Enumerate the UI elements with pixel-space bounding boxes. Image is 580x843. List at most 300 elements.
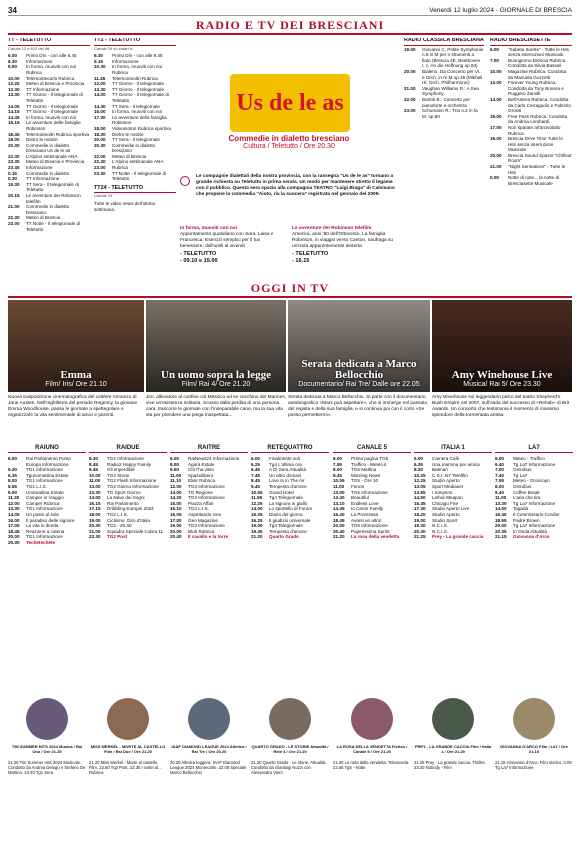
schedule-time: 10.55 xyxy=(251,489,263,495)
channel-heading: CANALE 5 xyxy=(333,445,411,453)
schedule-program: Forever Young Rubrica. Condotta da Tony Bonera e Ruggero Zanolli xyxy=(508,80,564,97)
schedule-time: 18.00 xyxy=(490,136,502,142)
schedule-program: TT Sera - Il telegiornale xyxy=(112,137,160,143)
schedule-program: TT Sera - Il telegiornale xyxy=(112,103,160,109)
page-number: 34 xyxy=(8,6,17,15)
schedule-time: 11.00 xyxy=(89,478,101,484)
schedule-time: 23.00 xyxy=(8,221,20,226)
schedule-program: Forum xyxy=(351,483,365,489)
schedule-time: 9.45 xyxy=(251,483,260,489)
schedule-program: Studio Aperto xyxy=(432,511,460,517)
photo-description: Serata dedicata a Marco Bellocchio. Si parte con il documentario autobiografico «Marx può aspettare», che si immerge nel passato del regista e della sua famiglia, e si continua poi con il corto «Se posso permettermi». xyxy=(288,395,428,418)
schedule-program: TT Informazione xyxy=(26,176,60,182)
banner-subcaption: Cultura / Teletutto / Ore 20.30 xyxy=(243,143,335,150)
program-thumbnail xyxy=(26,698,68,740)
schedule-program: Paperissima Sprint xyxy=(351,528,390,534)
schedule-program: TG1 Informazione xyxy=(26,467,63,473)
schedule-program: Batman xyxy=(432,467,448,473)
schedule-program: TG1 L.I.S. xyxy=(26,483,47,489)
schedule-program: Il giudizio universale xyxy=(269,517,311,523)
schedule-program: Informazione xyxy=(26,165,53,171)
schedule-time: 16.00 xyxy=(94,109,106,115)
schedule-time: 7.00 xyxy=(490,57,499,63)
schedule-time: 11.45 xyxy=(94,75,106,81)
schedule-program: Agorà Estate xyxy=(188,461,215,467)
schedule-time: 8.55 xyxy=(8,483,17,489)
schedule-time: 20.35 xyxy=(495,528,507,534)
schedule-time: 6.35 xyxy=(8,472,17,478)
schedule-program: Avanti un altro! xyxy=(351,517,382,523)
schedule-program: La vita in diretta xyxy=(26,523,59,529)
schedule-time: 13.40 xyxy=(333,495,345,501)
section-rule xyxy=(8,33,572,35)
schedule-program: Tempesta d'amore xyxy=(269,483,307,489)
schedule-program: TT Giorno - Il telegiornale xyxy=(112,86,165,92)
schedule-row xyxy=(404,97,484,108)
schedule-time: 23.00 xyxy=(94,165,106,171)
schedule-time: 6.30 xyxy=(8,467,17,473)
schedule-program: Unomattina Estate xyxy=(26,489,64,495)
schedule-program: Prey - La grande caccia xyxy=(432,534,484,540)
photo-description: Amy Winehouse sul leggendario palco del teatro Shepherd's Bush Empire nel 2007, sull'onda del successo di «Rehab» di Brit Awards. Un concerto che testimonia il momento di massimo splendore della tormentata artista. xyxy=(432,395,570,418)
schedule-program: Videomotori Rubrica sportiva xyxy=(112,125,171,131)
schedule-time: 15.10 xyxy=(170,506,182,512)
schedule-program: Gli imperdibili xyxy=(107,467,135,473)
schedule-time: 9.45 xyxy=(89,467,98,473)
program-evening-text: 21.20 Miss Merkel - Morte al castello. Film. 22.50 Tg2 Post. 23.30 I vostri di... Rubrica xyxy=(89,760,162,776)
schedule-program: Buongiorno Brescia Rubrica. Condotta da Silvia Bassoli xyxy=(508,57,567,69)
schedule-program: Squadra Speciale Cobra 11 xyxy=(107,528,164,534)
photo-title: Un uomo sopra la legge xyxy=(161,369,271,381)
schedule-time: 16.05 xyxy=(170,511,182,517)
program-caption: QUARTO GRADO - LE STORIE Attualità / Rete 4 / Ore 21.20 xyxy=(251,744,329,754)
schedule-program: Grand Hotel xyxy=(269,489,294,495)
schedule-program: Il paradiso delle signore xyxy=(26,517,75,523)
schedule-time: 11.00 xyxy=(333,483,345,489)
schedule-program: TT Sera - Il telegiornale di Teletutto xyxy=(26,181,79,193)
schedule-time: 18.45 xyxy=(8,528,20,534)
schedule-program: TG5 - Ore 10 xyxy=(351,478,379,484)
schedule-time: 21.00 xyxy=(8,204,20,210)
schedule-time: 20.00 xyxy=(495,523,507,529)
schedule-row xyxy=(490,125,572,136)
schedule-program: Lo sportello di Forum xyxy=(269,506,313,512)
schedule-program: Ciclismo. Giro d'Italia xyxy=(107,517,150,523)
schedule-time: 16.40 xyxy=(495,511,507,517)
schedule-time: 18.45 xyxy=(333,517,345,523)
schedule-time: 10.00 xyxy=(89,472,101,478)
mini-feature-2 xyxy=(292,226,397,264)
photo-title: Serata dedicata a Marco Bellocchio xyxy=(301,358,417,381)
schedule-time: 12.00 xyxy=(94,81,106,87)
schedule-program: Informazione xyxy=(112,58,139,64)
schedule-program: Tempesta d'amore xyxy=(269,528,307,534)
schedule-time: 6.35 xyxy=(414,461,423,467)
schedule-program: Finalmente soli xyxy=(269,456,300,461)
schedule-program: Omnibus xyxy=(513,467,532,473)
section-rule xyxy=(8,296,572,298)
schedule-time: 8.30 xyxy=(89,456,98,461)
schedule-program: Tg4 L'ultima ora xyxy=(269,461,302,467)
schedule-program: Notte di note... la notte di Bresciasette Musicale xyxy=(508,175,560,186)
photo-uomo-sopra-legge xyxy=(146,300,286,392)
program-caption: LA ROSA DELLA VENDETTA Fiction / Canale 5 / Ore 21.20 xyxy=(336,744,408,754)
schedule-program: RaiNews24 Informazione xyxy=(188,456,240,461)
schedule-time: 16.00 xyxy=(8,517,20,523)
schedule-program: TG1 Informazione xyxy=(26,506,63,512)
schedule-program: TG1 Informazione xyxy=(26,534,63,540)
schedule-time: 6.30 xyxy=(94,53,103,59)
schedule-time: 20.40 xyxy=(333,528,345,534)
schedule-program: TG2 L.I.S. xyxy=(107,511,128,517)
schedule-time: 9.15 xyxy=(94,58,103,64)
schedule-time: 21.25 xyxy=(414,534,426,540)
schedule-row xyxy=(8,182,90,193)
schedule-time: 13.00 xyxy=(89,483,101,489)
schedule-time: 16.40 xyxy=(333,511,345,517)
schedule-time: 12.25 xyxy=(8,81,20,87)
schedule-program: Brescia Sound Spazio "Chillout Room" xyxy=(508,152,572,164)
schedule-row xyxy=(490,136,572,153)
schedule-program: Informazione xyxy=(26,58,53,64)
schedule-program: Commedie in dialetto bresciano Us de le as xyxy=(26,142,71,154)
schedule-program: "Sabeta Suerte" - Tutte le Hits senza interruzioni Musicale xyxy=(508,46,569,58)
schedule-time: 0.30 xyxy=(8,176,17,182)
program-evening-text: 21.25 Prey - La grande caccia. Thriller. 23.20 Nobody - Film xyxy=(414,760,486,771)
schedule-program: Le avventure dei Robinson telefilm xyxy=(26,193,81,204)
mini-feature-body: Appuntamento quotidiano con Sara, Laisa e Francesca. Esercizi semplici per il tuo benessere, dall'umili al vivendi. xyxy=(180,232,274,249)
us-de-le-as-logo xyxy=(230,74,350,132)
photo-title: Amy Winehouse Live xyxy=(451,369,553,381)
tt2-schedule xyxy=(94,38,176,290)
schedule-time: 15.25 xyxy=(251,511,263,517)
schedule-program: Commedie in dialetto bresciano xyxy=(112,142,156,154)
schedule-program: Giovanna d'Arco xyxy=(513,534,550,540)
schedule-time: 16.15 xyxy=(89,500,101,506)
teletutto-schedule xyxy=(8,38,90,290)
schedule-program: TG2 Storie xyxy=(107,472,130,478)
schedule-row xyxy=(8,221,90,232)
schedule-row xyxy=(490,164,572,175)
schedule-program: Lethal Weapon xyxy=(432,495,463,501)
channel-schedule xyxy=(333,456,411,694)
schedule-time: 20.30 xyxy=(94,142,106,148)
channel-schedule xyxy=(495,456,573,694)
schedule-program: TG3 Informazione xyxy=(188,483,225,489)
channel-heading: RAITRE xyxy=(170,445,248,453)
feature-blurb xyxy=(180,174,398,198)
schedule-program: Padre Brown xyxy=(513,517,540,523)
schedule-program: "Night Sensations" - Tutte le Hits xyxy=(508,164,566,175)
schedule-time: 17.30 xyxy=(94,114,106,120)
schedule-time: 8.00 xyxy=(333,467,342,473)
schedule-time: 15.00 xyxy=(490,113,502,119)
schedule-row xyxy=(490,114,572,125)
schedule-program: Le avventure delle famiglie Robinson xyxy=(26,120,81,131)
schedule-time: 20.00 xyxy=(8,534,20,540)
schedule-program: TG Sport Giorno xyxy=(107,489,141,495)
schedule-program: Telemonteoltri Rubrica sportiva xyxy=(26,131,90,137)
schedule-program: L'Alpino settimanale ANA xyxy=(26,153,78,159)
schedule-program: C.S.I. NY Telefilm xyxy=(432,472,468,478)
schedule-row xyxy=(490,69,572,80)
channel-schedule xyxy=(89,456,167,694)
program-caption: GIOVANNA D'ARCO Film / La7 / Ore 21.15 xyxy=(500,744,568,754)
schedule-row xyxy=(8,92,90,103)
schedule-program: La Promessa xyxy=(351,511,379,517)
program-evening-text: 21.15 Giovanna d'Arco. Film storico. 0.05 Tg La7 Informazione xyxy=(495,760,572,771)
schedule-time: 14.00 xyxy=(94,92,106,98)
schedule-program: Giovanni C. Petite Symphonie n.6 in M per 4 strumenti a fiato (Brescia 4E, Beethoven I, c. An die Hoffnung op.94) xyxy=(422,46,484,69)
schedule-time: 13.30 xyxy=(8,92,20,98)
schedule-program: Traffico - Meteo.it xyxy=(351,461,387,467)
schedule-time: 19.00 xyxy=(89,517,101,523)
schedule-program: Un posto al sole xyxy=(26,511,59,517)
schedule-time: 17.00 xyxy=(490,124,502,130)
schedule-time: 13.55 xyxy=(414,489,426,495)
schedule-time: 19.00 xyxy=(404,46,416,52)
schedule-time: 14.45 xyxy=(333,506,345,512)
schedule-time: 19.00 xyxy=(170,523,182,529)
schedule-program: Meteo - Oroscopo xyxy=(513,478,550,484)
schedule-time: 10.00 xyxy=(8,75,20,81)
schedule-time: 20.00 xyxy=(490,152,502,158)
schedule-program: TT Notte - Il telegiornale di Teletutto xyxy=(112,170,167,182)
schedule-time: 22.00 xyxy=(404,96,416,102)
schedule-row xyxy=(94,92,176,103)
schedule-row xyxy=(490,80,572,97)
schedule-program: Bell'Antera Rubrica. Condotta da Carlo Cerraguolo e Fabrizio Grossi xyxy=(508,96,571,114)
schedule-program: Dietro le notizie xyxy=(26,137,58,143)
schedule-time: 7.55 xyxy=(333,461,342,467)
schedule-time: 21.00 xyxy=(404,85,416,91)
mini-feature-hours: - 09.10 e 15.00 xyxy=(180,258,218,264)
schedule-program: Non sparate all'arcivolalto Rubrica xyxy=(508,124,561,136)
photo-subtitle: Film/ Iris/ Ore 21.10 xyxy=(45,381,107,388)
schedule-time: 14.00 xyxy=(490,96,502,102)
photo-description: Nuova trasposizione cinematografica del celebre romanzo di Jane Austen. Nell'Inghilterra del periodo Regency, la giovane Emma Woodhouse, passa le giornate a spettegolare e organizzare la vita sentimentale di amici e parenti. xyxy=(8,395,138,418)
schedule-row xyxy=(404,47,484,69)
schedule-time: 14.00 xyxy=(8,103,20,109)
schedule-row xyxy=(414,534,492,540)
schedule-time: 8.45 xyxy=(89,461,98,467)
schedule-row xyxy=(490,58,572,69)
schedule-time: 14.30 xyxy=(94,103,106,109)
schedule-time: 12.00 xyxy=(170,483,182,489)
schedule-time: 11.55 xyxy=(251,495,263,501)
schedule-program: TG3 Informazione xyxy=(188,523,225,529)
schedule-time: 8.00 xyxy=(495,483,504,489)
schedule-program: Il Commissario Cordier xyxy=(513,511,560,517)
schedule-time: 8.00 xyxy=(8,478,17,484)
section-title-oggi-in-tv: OGGI IN TV xyxy=(250,281,330,295)
schedule-program: Meteo di Brescia e Provincia xyxy=(26,159,85,165)
schedule-program: Geo Magazine xyxy=(188,517,218,523)
schedule-program: Meteo - Traffico xyxy=(513,456,545,461)
schedule-program: L'aria che tira xyxy=(513,495,541,501)
schedule-time: 14.15 xyxy=(8,109,20,115)
schedule-time: 9.00 xyxy=(8,64,17,70)
schedule-time: 7.55 xyxy=(495,478,504,484)
schedule-program: Brescia Drive Time Tutte le Hits senza interruzioni Musicale xyxy=(508,136,563,153)
schedule-time: 10.55 xyxy=(333,478,345,484)
schedule-program: Bialeno. Da Concerto per Vl. e Orch. in re M op.35 (Mikhail Hl, Orch. Philharmonic) xyxy=(422,68,483,86)
schedule-program: Studio Sport xyxy=(432,517,458,523)
station-name: RADIO BRESCIASETTE xyxy=(490,38,572,46)
schedule-program: TG2 Flash Informazione xyxy=(107,478,157,484)
schedule-time: 8.45 xyxy=(251,478,260,484)
schedule-row xyxy=(490,153,572,164)
program-thumbnail xyxy=(432,698,474,740)
schedule-time: 13.00 xyxy=(490,80,502,86)
schedule-time: 17.30 xyxy=(414,506,426,512)
schedule-time: 6.00 xyxy=(333,456,342,461)
schedule-time: 17.00 xyxy=(170,517,182,523)
schedule-time: 21.00 xyxy=(89,528,101,534)
program-thumbnail xyxy=(107,698,149,740)
schedule-program: Un altro domani xyxy=(269,472,302,478)
schedule-time: 18.00 xyxy=(89,511,101,517)
photo-subtitle: Documentario/ Rai Tre/ Dalle ore 22.05 xyxy=(298,381,420,388)
schedule-program: TT Giorno - Il telegiornale xyxy=(26,103,79,109)
schedule-time: 13.30 xyxy=(89,489,101,495)
schedule-time: 23.30 xyxy=(94,170,106,176)
schedule-program: La signora in giallo xyxy=(269,500,308,506)
program-evening-text: 21.20 Quarto Grado - Le storie. Attualità. Condotto da Gianluigi Nuzzi con Alessandra Viero xyxy=(251,760,327,776)
schedule-program: L'Alpino settimanale ANA xyxy=(112,159,164,165)
schedule-time: 21.20 xyxy=(333,534,345,540)
mini-feature-1 xyxy=(180,226,285,264)
date-line: Venerdì 12 luglio 2024 · GIORNALE DI BRESCIA xyxy=(429,7,572,14)
schedule-time: 18.55 xyxy=(495,517,507,523)
schedule-program: Blob Rubrica xyxy=(188,528,215,534)
channel-schedule xyxy=(170,456,248,694)
schedule-time: 6.25 xyxy=(251,461,260,467)
schedule-row xyxy=(8,120,90,131)
schedule-program: N.C.I.S. xyxy=(432,528,449,534)
schedule-program: TG5 Informazione xyxy=(351,489,388,495)
channel-heading: ITALIA 1 xyxy=(414,445,492,453)
schedule-time: 19.00 xyxy=(8,137,20,143)
mini-feature-channel: - TELETUTTO xyxy=(292,251,329,257)
station-name: RADIO CLASSICA BRESCIANA xyxy=(404,38,484,46)
schedule-time: 13.00 xyxy=(333,489,345,495)
schedule-time: 14.10 xyxy=(333,500,345,506)
schedule-row xyxy=(333,534,411,540)
schedule-program: TG5 Informazione xyxy=(351,523,388,529)
schedule-time: 6.40 xyxy=(495,461,504,467)
mini-feature-title: Le avventure dei Robinson telefilm xyxy=(292,226,372,231)
schedule-program: Quarto Grado xyxy=(269,534,299,540)
schedule-program: Commedie in dialetto bresciano xyxy=(26,204,70,215)
section-title-radio-tv: RADIO E TV DEI BRESCIANI xyxy=(195,18,385,32)
channel-schedule xyxy=(8,456,86,694)
radio-bresciasette-schedule xyxy=(490,38,572,290)
program-evening-text: 21.20 La rosa della vendetta. Telenovela. 22.55 Tg5 - Notte xyxy=(333,760,410,771)
schedule-program: Beautiful xyxy=(351,495,369,501)
schedule-time: 23.45 xyxy=(8,165,20,171)
mini-feature-title: In forma, muoviti con noi xyxy=(180,226,238,231)
banner-caption: Commedie in dialetto bresciano xyxy=(228,134,350,143)
schedule-program: Dietro le notizie xyxy=(112,131,144,137)
schedule-program: La rosa della vendetta xyxy=(351,534,400,540)
schedule-program: TT Giorno - Il telegiornale xyxy=(26,109,79,115)
schedule-time: 6.30 xyxy=(8,58,17,64)
schedule-program: Meteo di Brescia xyxy=(26,215,61,221)
program-caption: PREY - LA GRANDE CACCIA Film / Italia 1 / Ore 21.25 xyxy=(414,744,492,754)
program-thumbnail xyxy=(351,698,393,740)
schedule-time: 14.00 xyxy=(170,489,182,495)
schedule-time: 11.30 xyxy=(8,495,20,501)
schedule-program: Omnibus xyxy=(513,483,532,489)
schedule-program: TG Regione xyxy=(188,489,213,495)
schedule-program: Reazione a catena xyxy=(26,528,65,534)
schedule-program: TT Notte - Il telegiornale di Teletutto xyxy=(26,221,81,232)
schedule-time: 14.00 xyxy=(251,506,263,512)
schedule-program: Tgunomattina Estate xyxy=(26,472,69,478)
schedule-time: 13.30 xyxy=(8,506,20,512)
schedule-program: Love Is In The Air xyxy=(269,478,305,484)
schedule-time: 6.00 xyxy=(490,46,499,52)
schedule-time: 22.30 xyxy=(8,215,20,221)
schedule-time: 12.25 xyxy=(251,500,263,506)
schedule-row xyxy=(251,534,329,540)
schedule-program: Aspettando Geo xyxy=(188,511,222,517)
schedule-program: Le avventure della famiglia Robinson xyxy=(112,114,167,126)
schedule-time: 20.30 xyxy=(414,528,426,534)
program-thumbnail xyxy=(513,698,555,740)
schedule-program: Diario del giorno xyxy=(269,511,303,517)
schedule-time: 19.45 xyxy=(251,528,263,534)
schedule-program: TG2 Informazione xyxy=(107,456,144,461)
schedule-time: 18.45 xyxy=(8,131,20,137)
schedule-time: 14.00 xyxy=(495,506,507,512)
schedule-time: 13.05 xyxy=(414,483,426,489)
schedule-time: 20.00 xyxy=(170,528,182,534)
channel-heading: RETEQUATTRO xyxy=(251,445,329,453)
schedule-time: 18.30 xyxy=(94,131,106,137)
schedule-program: Rubrica xyxy=(112,165,128,171)
schedule-time: 20.30 xyxy=(8,539,20,545)
photo-emma xyxy=(8,300,144,392)
schedule-program: In forma, muoviti con noi xyxy=(26,64,77,70)
schedule-row xyxy=(170,534,248,540)
photo-amy-winehouse xyxy=(432,300,572,392)
mini-feature-body: America, anni '80 dell'Ottocento. La famiglia Robinson, in viaggio verso Canton, naufraga su un'isola apparentemente deserta. xyxy=(292,232,394,249)
schedule-time: 11.00 xyxy=(170,472,182,478)
feature-blurb-text: Le compagnie dialettali della nostra provincia, con la rassegna "Us de le as" tornano a grande richiesta su Teletutto in prima serata. Un modo per mantenere stretto il legame con il pubblico. Questa sera spazio alla compagnia TEATRO "Luigi Braga" di Calvisano che propone la commedia "Aiuto, ria la suocera" registrata nel gennaio del 2009. xyxy=(196,174,395,197)
schedule-program: Tg La7 Informazione xyxy=(513,500,556,506)
schedule-time: 21.15 xyxy=(495,534,507,540)
schedule-program: Rai Parlamento Punto Europa Informazione xyxy=(26,456,71,467)
photo-subtitle: Musica/ Rai 5/ Ore 23.30 xyxy=(463,381,541,388)
schedule-program: Io Canto Family xyxy=(351,506,384,512)
schedule-row xyxy=(404,108,484,119)
schedule-program: Chi l'ha visto xyxy=(188,467,214,473)
schedule-time: 12.00 xyxy=(8,500,20,506)
schedule-time: 20.40 xyxy=(170,534,182,540)
schedule-time: 12.25 xyxy=(414,478,426,484)
schedule-time: 22.00 xyxy=(94,153,106,159)
schedule-time: 18.20 xyxy=(414,511,426,517)
schedule-program: In forma, muoviti con noi xyxy=(26,114,77,120)
schedule-program: Camera Café xyxy=(432,456,460,461)
schedule-program: TG3 Informazione xyxy=(188,495,225,501)
schedule-row xyxy=(490,47,572,58)
schedule-program: I Simpson xyxy=(432,489,453,495)
schedule-time: 16.15 xyxy=(8,120,20,126)
schedule-time: 22.30 xyxy=(8,153,20,159)
